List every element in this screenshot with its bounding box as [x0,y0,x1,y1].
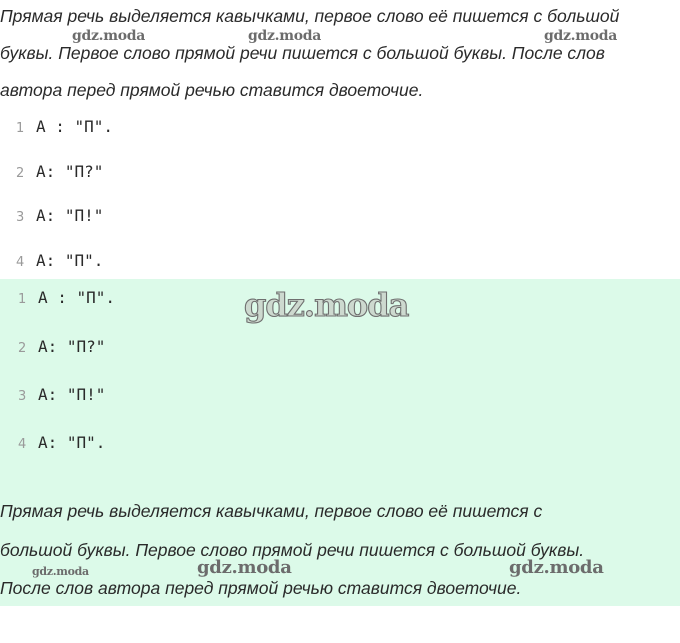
list-item-text: А : "П". [38,288,116,307]
list-item-text: А : "П". [36,117,114,136]
top-paragraph-line-3: автора перед прямой речью ставится двоеточие. [0,80,424,100]
list-item-number: 2 [16,166,25,181]
list-item-number: 4 [18,437,27,452]
watermark: gdz.moda [197,557,292,578]
bottom-paragraph-line-2: большой буквы. Первое слово прямой речи пишется с большой буквы. [0,540,585,560]
list-item [18,385,105,404]
list-item-number: 3 [16,210,25,225]
list-item-text: А: "П". [36,251,104,270]
watermark: gdz.moda [248,28,322,44]
list-item [16,117,113,136]
list-item-number: 2 [18,341,27,356]
list-item [18,433,105,452]
watermark: gdz.moda [509,557,604,578]
watermark: gdz.moda [32,565,89,578]
list-item [16,162,103,181]
list-item-number: 1 [18,292,27,307]
list-item-text: А: "П!" [36,206,104,225]
watermark-large: gdz.moda [244,286,409,324]
bottom-paragraph-line-3: После слов автора перед прямой речью ставится двоеточие. [0,578,522,598]
list-item [18,337,105,356]
watermark: gdz.moda [544,28,618,44]
list-item-text: А: "П?" [38,337,106,356]
watermark: gdz.moda [72,28,146,44]
top-paragraph-line-2: буквы. Первое слово прямой речи пишется с большой буквы. После слов [0,43,605,63]
list-item-number: 4 [16,255,25,270]
bottom-paragraph-line-1: Прямая речь выделяется кавычками, первое слово её пишется с [0,501,543,521]
list-item-text: А: "П". [38,433,106,452]
list-item-text: А: "П!" [38,385,106,404]
list-item [18,288,115,307]
list-item-number: 1 [16,121,25,136]
top-paragraph-line-1: Прямая речь выделяется кавычками, первое слово её пишется с большой [0,6,620,26]
list-item-number: 3 [18,389,27,404]
list-item-text: А: "П?" [36,162,104,181]
list-item [16,251,103,270]
list-item [16,206,103,225]
